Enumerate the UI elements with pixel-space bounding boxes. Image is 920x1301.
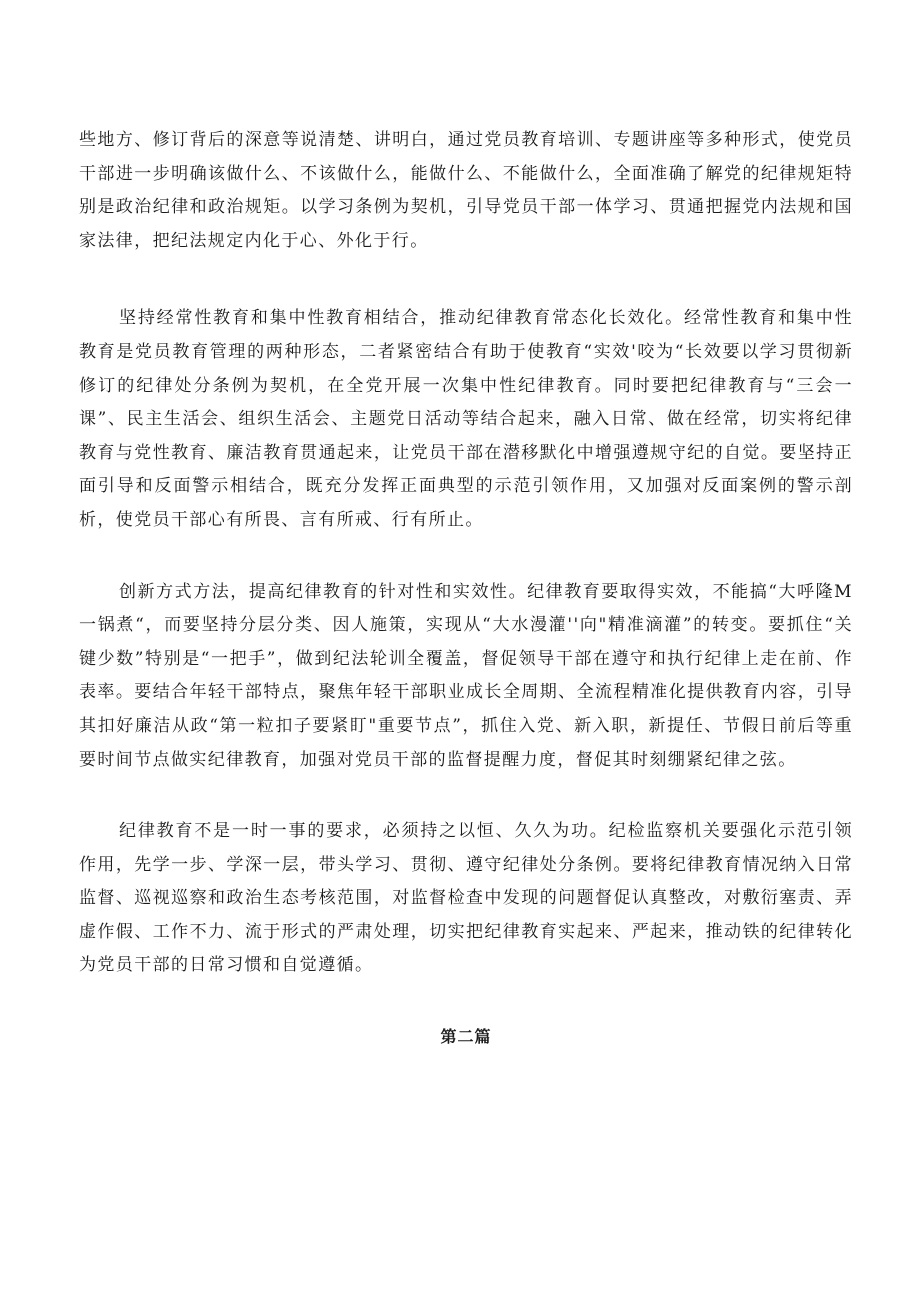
section-title: 第二篇	[440, 1027, 492, 1047]
paragraph-regular-education: 坚持经常性教育和集中性教育相结合，推动纪律教育常态化长效化。经常性教育和集中性教育是党员教育管理的两种形态，二者紧密结合有助于使教育“实效'咬为“长效要以学习贯彻新修订的纪律处分条例为契机，在全党开展一次集中性纪律教育。同时要把纪律教育与“三会一课”、民主生活会、组织生活会、主题党日活动等结合起来，融入日常、做在经常，切实将纪律教育与党性教育、廉洁教育贯通起来，让党员干部在潜移默化中增强遵规守纪的自觉。要坚持正面引导和反面警示相结合，既充分发挥正面典型的示范引领作用，又加强对反面案例的警示剖析，使党员干部心有所畏、言有所戒、行有所止。	[79, 308, 853, 530]
document-page	[79, 124, 853, 1049]
paragraph-innovative-methods: 创新方式方法，提高纪律教育的针对性和实效性。纪律教育要取得实效，不能搞“大呼隆M一锅煮“，而要坚持分层分类、因人施策，实现从“大水漫灌''向"精准滴灌”的转变。要抓住“关键少数”特别是“一把手”，做到纪法轮训全覆盖，督促领导干部在遵守和执行纪律上走在前、作表率。要结合年轻干部特点，聚焦年轻干部职业成长全周期、全流程精准化提供教育内容，引导其扣好廉洁从政“第一粒扣子要紧盯"重要节点”，抓住入党、新入职，新提任、节假日前后等重要时间节点做实纪律教育，加强对党员干部的监督提醒力度，督促其时刻绷紧纪律之弦。	[79, 581, 853, 770]
paragraph-continuation: 些地方、修订背后的深意等说清楚、讲明白，通过党员教育培训、专题讲座等多种形式，使党员干部进一步明确该做什么、不该做什么，能做什么、不能做什么，全面准确了解党的纪律规矩特别是政治纪律和政治规矩。以学习条例为契机，引导党员干部一体学习、贯通把握党内法规和国家法律，把纪法规定内化于心、外化于行。	[79, 130, 853, 251]
paragraph-persistence: 纪律教育不是一时一事的要求，必须持之以恒、久久为功。纪检监察机关要强化示范引领作用，先学一步、学深一层，带头学习、贯彻、遵守纪律处分条例。要将纪律教育情况纳入日常监督、巡视巡察和政治生态考核范围，对监督检查中发现的问题督促认真整改，对敷衍塞责、弄虚作假、工作不力、流于形式的严肃处理，切实把纪律教育实起来、严起来，推动铁的纪律转化为党员干部的日常习惯和自觉遵循。	[79, 821, 853, 976]
